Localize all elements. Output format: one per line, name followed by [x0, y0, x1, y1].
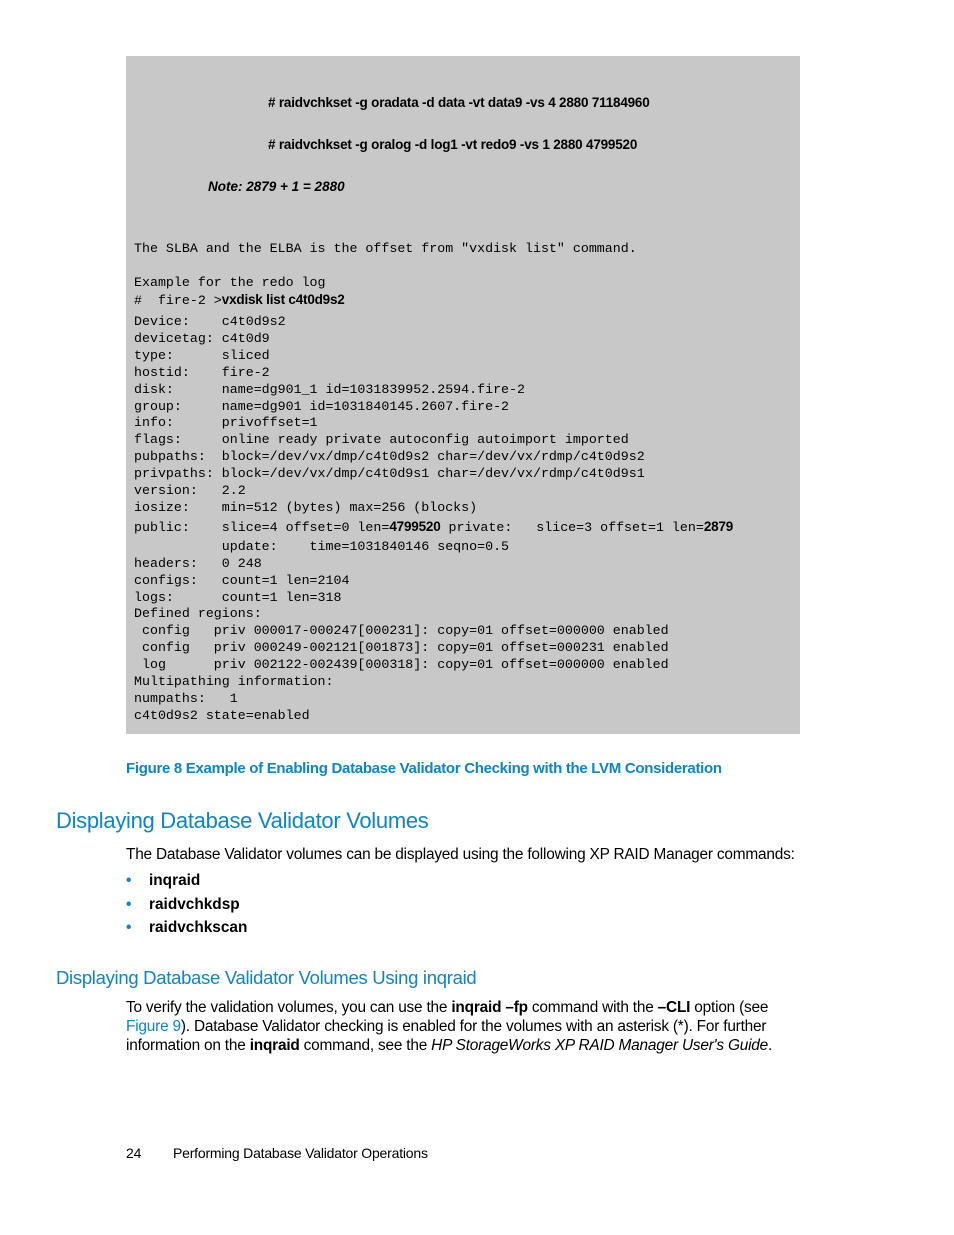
- output-line: c4t0d9s2 state=enabled: [134, 707, 310, 723]
- output-line: disk: name=dg901_1 id=1031839952.2594.fire-2: [134, 381, 525, 397]
- offset-explanation: The SLBA and the ELBA is the offset from "vxdisk list" command.: [134, 241, 637, 256]
- output-line: configs: count=1 len=2104: [134, 572, 350, 588]
- output-line: update: time=1031840146 seqno=0.5: [134, 538, 510, 554]
- private-length: 2879: [703, 518, 734, 534]
- raidvchkset-command-log: # raidvchkset -g oralog -d log1 -vt redo9 -vs 1 2880 4799520: [268, 137, 638, 152]
- output-line: info: privoffset=1: [134, 415, 318, 431]
- output-line: version: 2.2: [134, 483, 246, 499]
- code-example-box: [126, 56, 800, 734]
- inqraid-command: inqraid: [249, 1036, 300, 1054]
- inqraid-fp-command: inqraid –fp: [451, 999, 528, 1016]
- output-line: flags: online ready private autoconfig autoimport imported: [134, 432, 629, 448]
- output-line: headers: 0 248: [134, 555, 262, 571]
- figure-caption: Figure 8 Example of Enabling Database Validator Checking with the LVM Consideration: [126, 760, 722, 777]
- command-list: [126, 872, 247, 943]
- text-run: .: [768, 1036, 773, 1054]
- vxdisk-output: [134, 314, 733, 725]
- footer-chapter-title: Performing Database Validator Operations: [173, 1145, 428, 1161]
- guide-title: HP StorageWorks XP RAID Manager User's Guide: [431, 1036, 769, 1054]
- offset-note: Note: 2879 + 1 = 2880: [208, 179, 345, 194]
- command-list-item: [126, 896, 247, 920]
- cli-option: –CLI: [657, 999, 691, 1016]
- text-run: ). Database Validator checking is enabled for the volumes with an asterisk (*). For further information on the: [126, 1017, 767, 1054]
- output-line: privpaths: block=/dev/vx/dmp/c4t0d9s1 char=/dev/vx/rdmp/c4t0d9s1: [134, 466, 645, 482]
- output-line: Defined regions:: [134, 606, 262, 622]
- bullet-icon: •: [126, 872, 132, 889]
- output-line: type: sliced: [134, 347, 270, 363]
- output-line: Multipathing information:: [134, 674, 334, 690]
- bullet-icon: •: [126, 895, 132, 913]
- text-run: command, see the: [299, 1036, 432, 1054]
- output-line: config priv 000017-000247[000231]: copy=01 offset=000000 enabled: [134, 623, 669, 639]
- command-list-item: [126, 919, 247, 943]
- output-line: iosize: min=512 (bytes) max=256 (blocks): [134, 499, 478, 515]
- command-list-item: [126, 872, 247, 896]
- output-line-public: [134, 519, 733, 537]
- text-run: command with the: [527, 999, 658, 1016]
- output-line: numpaths: 1: [134, 690, 238, 706]
- example-label: Example for the redo log: [134, 275, 326, 290]
- raidvchkset-command-data: # raidvchkset -g oradata -d data -vt data9 -vs 4 2880 71184960: [268, 95, 650, 110]
- subsection-title: Displaying Database Validator Volumes Using inqraid: [56, 967, 477, 988]
- output-line: hostid: fire-2: [134, 364, 270, 380]
- output-line: group: name=dg901 id=1031840145.2607.fire-2: [134, 398, 510, 414]
- public-length: 4799520: [389, 518, 441, 534]
- text-run: To verify the validation volumes, you can use the: [126, 999, 452, 1016]
- bullet-icon: •: [126, 919, 132, 937]
- output-line: Device: c4t0d9s2: [134, 314, 286, 329]
- private-prefix: private: slice=3 offset=1 len=: [440, 519, 704, 535]
- output-line: logs: count=1 len=318: [134, 589, 342, 605]
- output-line: config priv 000249-002121[001873]: copy=01 offset=000231 enabled: [134, 640, 669, 656]
- prompt-line: [134, 292, 345, 308]
- output-line: devicetag: c4t0d9: [134, 330, 270, 346]
- command-name: inqraid: [149, 872, 201, 889]
- vxdisk-command: vxdisk list c4t0d9s2: [221, 292, 345, 307]
- page-number: 24: [126, 1145, 142, 1161]
- command-name: raidvchkscan: [149, 919, 248, 937]
- output-line: pubpaths: block=/dev/vx/dmp/c4t0d9s2 char=/dev/vx/rdmp/c4t0d9s2: [134, 449, 645, 465]
- shell-prompt: # fire-2 >: [134, 293, 222, 308]
- output-line: log priv 002122-002439[000318]: copy=01 offset=000000 enabled: [134, 657, 669, 673]
- section-intro: The Database Validator volumes can be displayed using the following XP RAID Manager commands:: [126, 846, 795, 863]
- figure-9-link[interactable]: Figure 9: [126, 1017, 181, 1035]
- command-name: raidvchkdsp: [149, 895, 240, 913]
- subsection-paragraph: [126, 999, 786, 1055]
- section-title: Displaying Database Validator Volumes: [56, 808, 429, 833]
- public-prefix: public: slice=4 offset=0 len=: [134, 519, 390, 535]
- text-run: option (see: [690, 999, 769, 1016]
